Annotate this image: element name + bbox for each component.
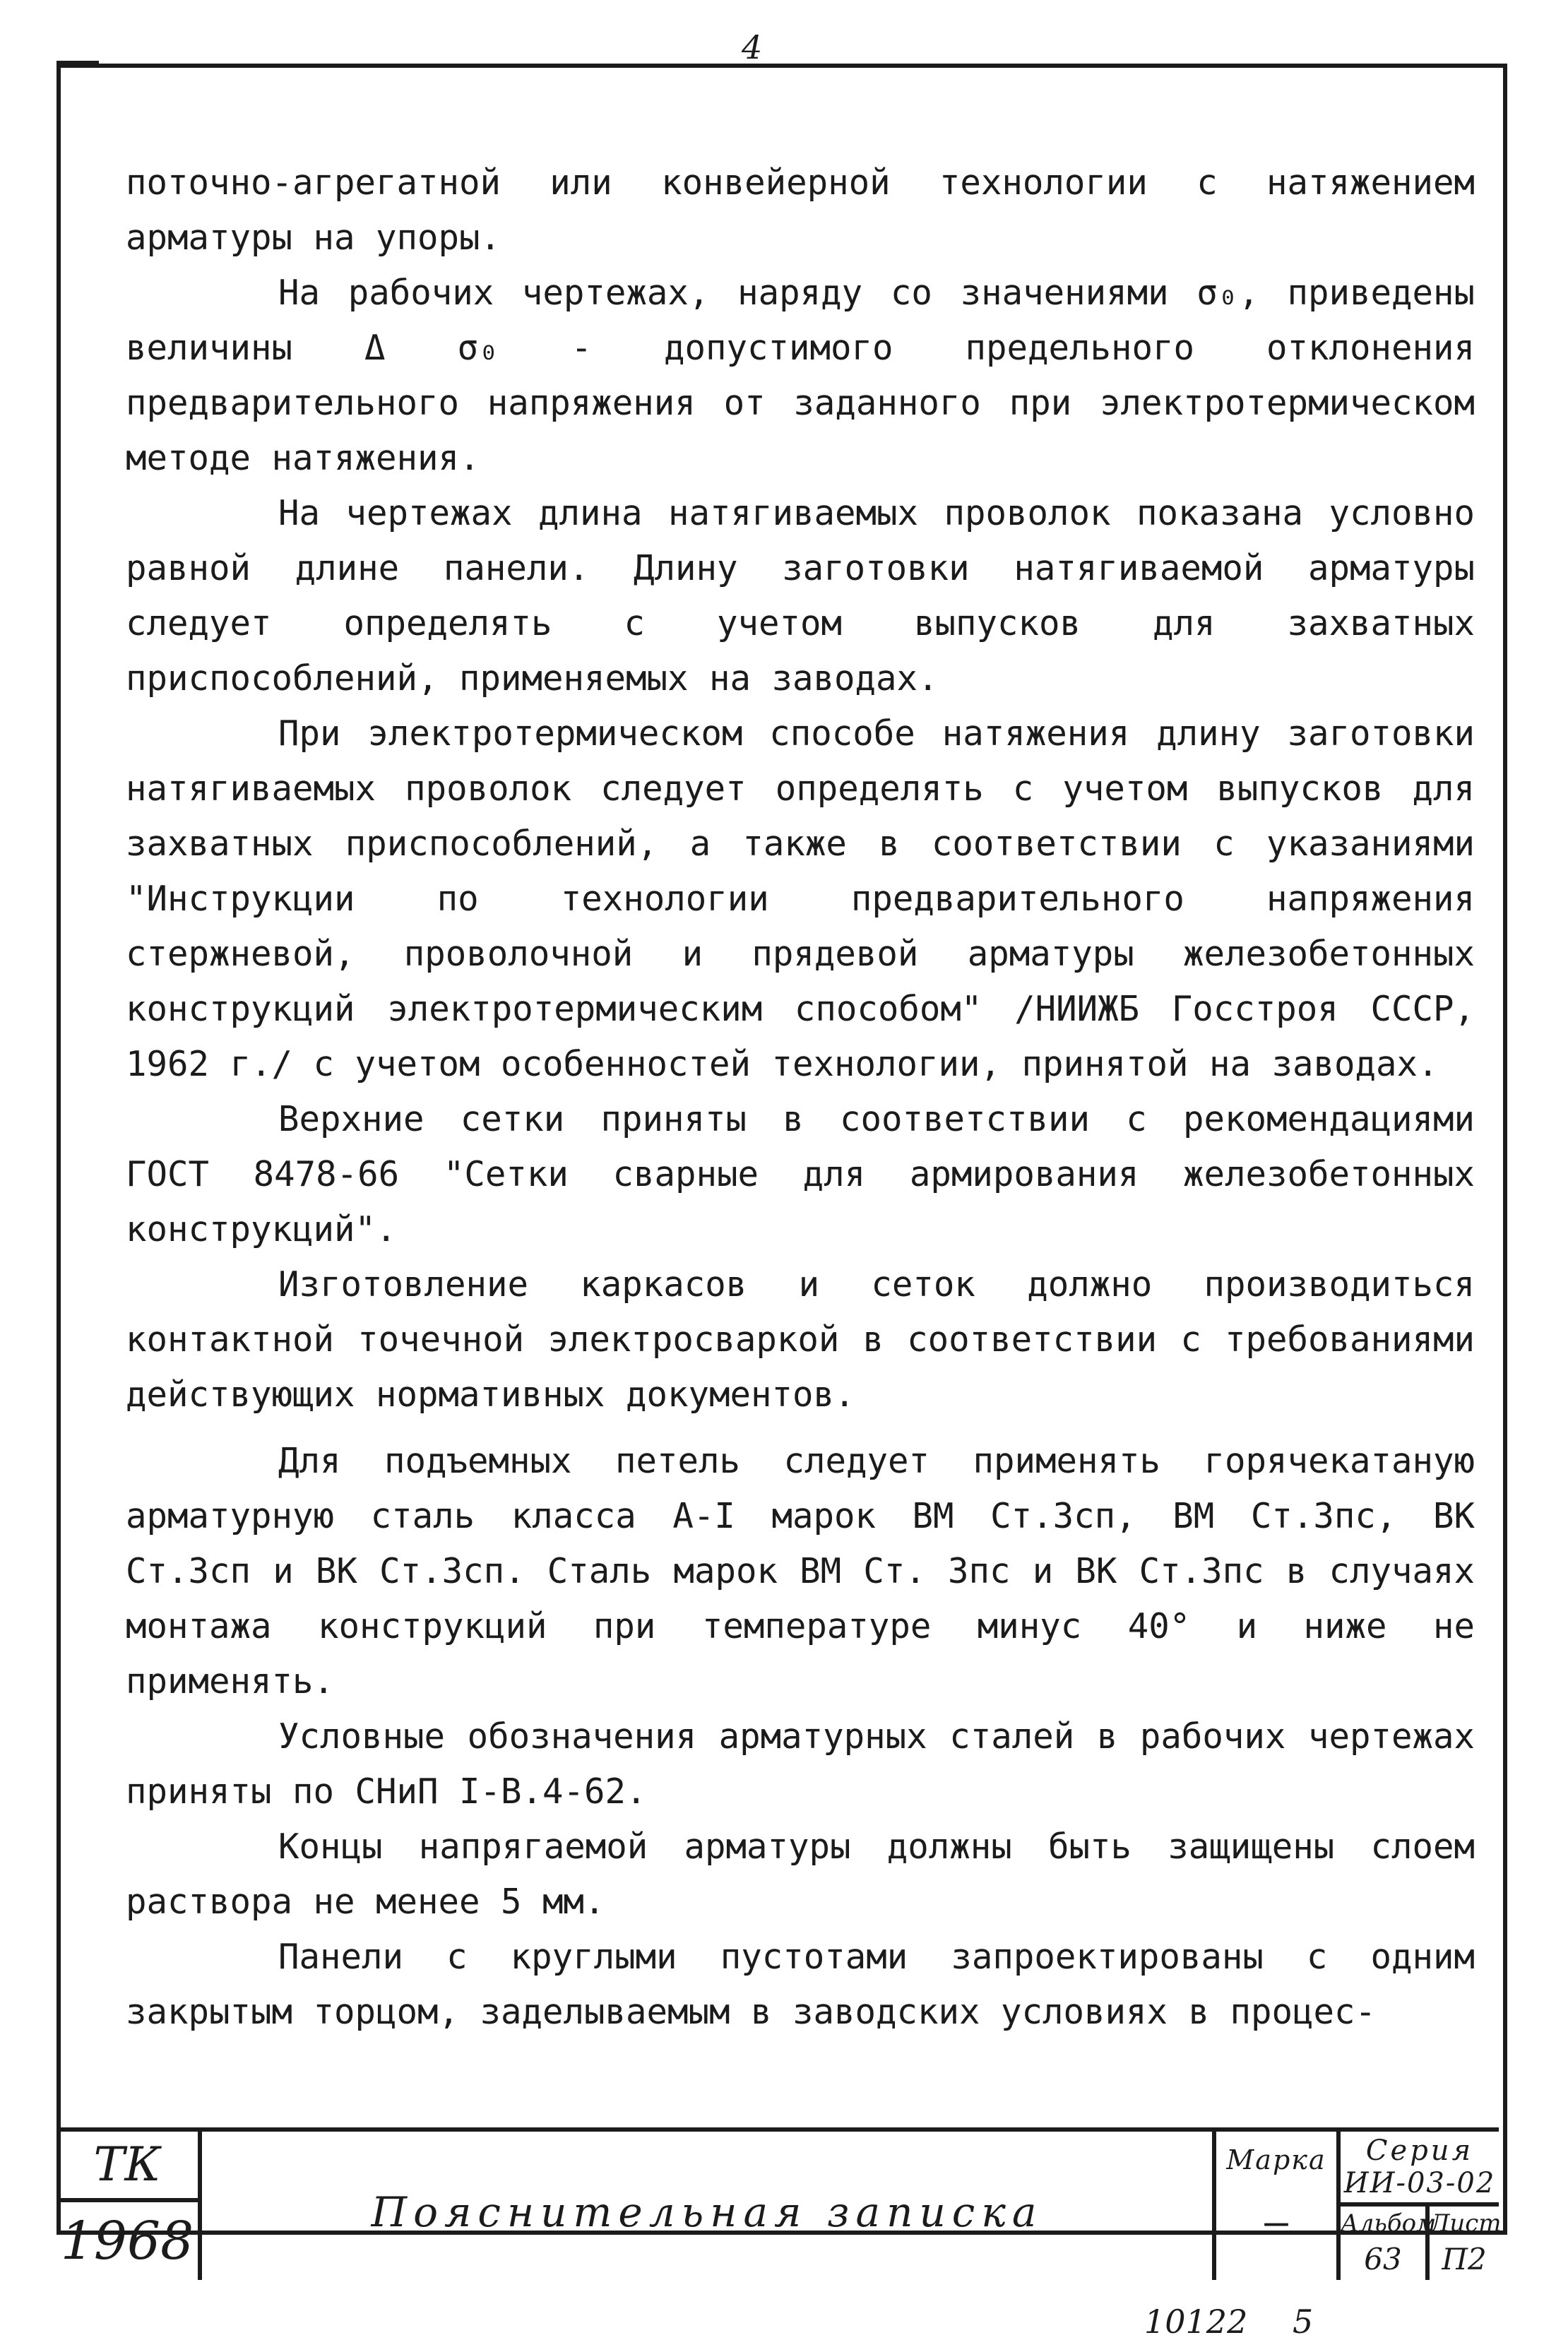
footer-number: 5	[1293, 2303, 1314, 2341]
album-label: Альбом	[1341, 2209, 1437, 2238]
seria-label: Серия	[1365, 2134, 1474, 2167]
org-cell	[57, 2132, 202, 2202]
year-cell	[57, 2202, 202, 2280]
year-label: 1968	[60, 2211, 194, 2271]
paragraph: Панели с круглыми пустотами запроектированы с одним закрытым торцом, заделываемым в заводских условиях в процес-	[126, 1937, 1475, 2032]
org-label: ТК	[93, 2137, 161, 2192]
document-title: Пояснительная записка	[371, 2188, 1043, 2236]
sheet-cell	[1430, 2207, 1502, 2280]
paragraph: На рабочих чертежах, наряду со значениями σ₀, приведены величины Δ σ₀ - допустимого предельного отклонения предварительного напряжения от заданного при электротермическом методе натяжения.	[126, 273, 1475, 478]
paragraph: Изготовление каркасов и сеток должно производиться контактной точечной электросваркой в соответствии с требованиями действующих нормативных документов.	[126, 1264, 1475, 1415]
document-title-cell	[202, 2132, 1216, 2280]
seria-cell	[1341, 2132, 1499, 2207]
footer-code: 10122	[1144, 2303, 1248, 2341]
paragraph: На чертежах длина натягиваемых проволок показана условно равной длине панели. Длину заготовки натягиваемой арматуры следует определять с учетом выпусков для захватных приспособлений, применяемых на заводах.	[126, 493, 1475, 699]
album-cell	[1341, 2207, 1437, 2280]
sheet-value: П2	[1442, 2242, 1487, 2276]
marka-cell	[1216, 2132, 1341, 2280]
paragraph: Для подъемных петель следует применять горячекатаную арматурную сталь класса А-I марок ВМ Ст.3сп, ВМ Ст.3пс, ВК Ст.3сп и ВК Ст.3сп. Сталь марок ВМ Ст. 3пс и ВК Ст.3пс в случаях монтажа конструкций при температуре минус 40° и ниже не применять.	[126, 1441, 1475, 1701]
marka-label: Марка	[1226, 2144, 1326, 2175]
paragraph: Условные обозначения арматурных сталей в рабочих чертежах приняты по СНиП I-В.4-62.	[126, 1716, 1475, 1812]
album-value: 63	[1364, 2242, 1402, 2276]
paragraph: поточно-агрегатной или конвейерной технологии с натяжением арматуры на упоры.	[126, 162, 1475, 258]
paragraph: При электротермическом способе натяжения длину заготовки натягиваемых проволок следует определять с учетом выпусков для захватных приспособлений, а также в соответствии с указаниями "Инструкции по технологии предварительного напряжения стержневой, проволочной и прядевой арматуры железобетонных конструкций электротермическим способом" /НИИЖБ Госстроя СССР, 1962 г./ с учетом особенностей технологии, принятой на заводах.	[126, 713, 1475, 1084]
title-block	[57, 2127, 1502, 2280]
explanatory-text	[126, 155, 1475, 2040]
sheet-label: Лист	[1430, 2209, 1502, 2238]
page-number: 4	[742, 28, 763, 66]
seria-value: ИИ-03-02	[1343, 2167, 1496, 2199]
marka-value: —	[1264, 2199, 1288, 2245]
paragraph: Верхние сетки приняты в соответствии с рекомендациями ГОСТ 8478-66 "Сетки сварные для армирования железобетонных конструкций".	[126, 1099, 1475, 1249]
paragraph: Концы напрягаемой арматуры должны быть защищены слоем раствора не менее 5 мм.	[126, 1827, 1475, 1922]
